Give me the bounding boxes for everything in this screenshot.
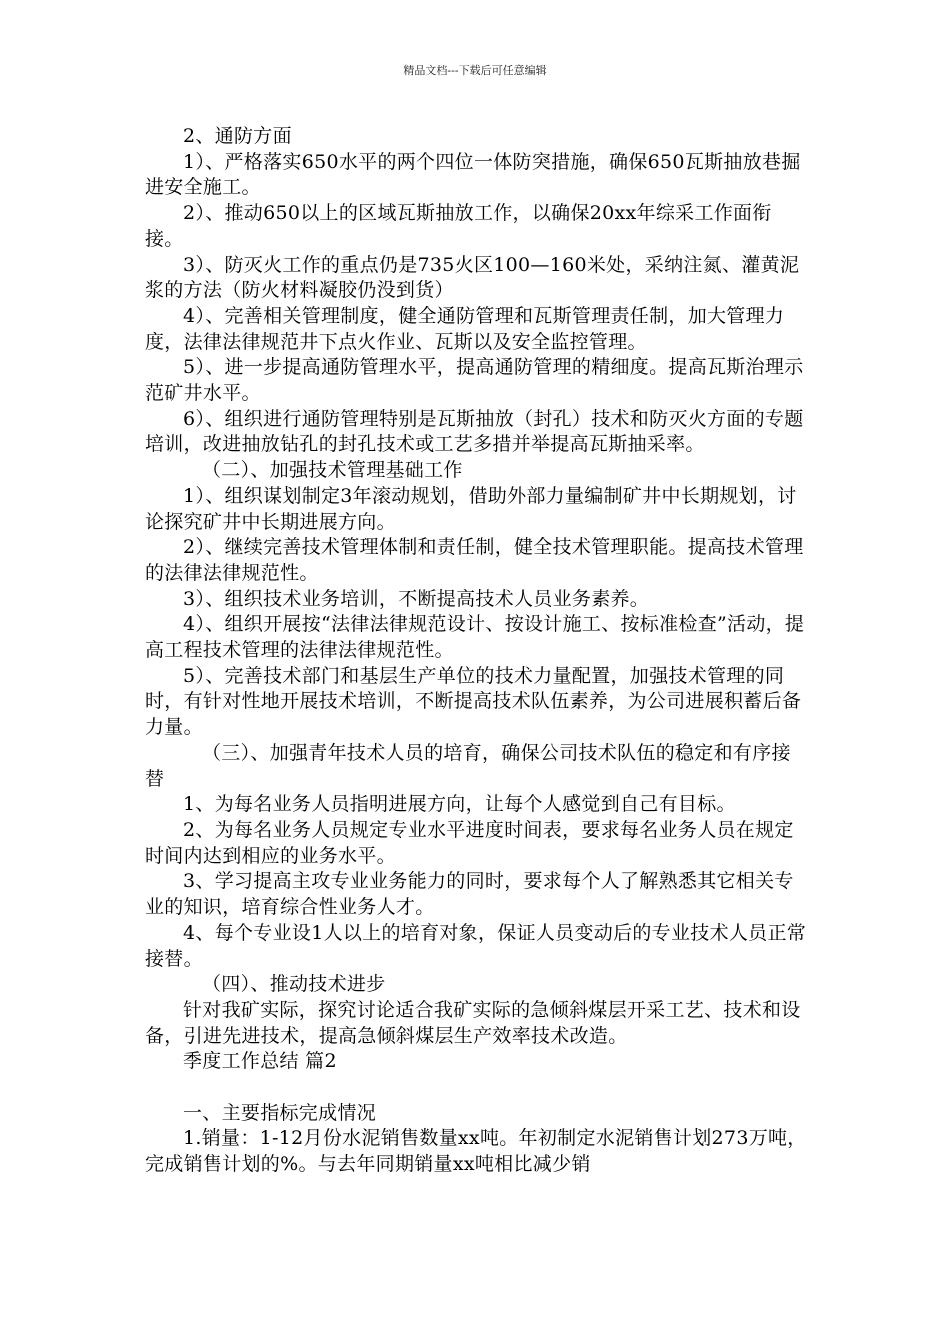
paragraph: 3）、防灭火工作的重点仍是735火区100—160米处，采纳注氮、灌黄泥浆的方法（防火材料凝胶仍没到货）: [145, 253, 800, 302]
section-heading: 2、通防方面: [183, 125, 292, 147]
document-body: [145, 124, 810, 1178]
paragraph: 1）、组织谋划制定3年滚动规划，借助外部力量编制矿井中长期规划，讨论探究矿井中长期进展方向。: [145, 484, 797, 533]
paragraph: 3）、组织技术业务培训，不断提高技术人员业务素养。: [183, 587, 650, 610]
paragraph: 1）、严格落实650水平的两个四位一体防突措施，确保650瓦斯抽放巷掘进安全施工。: [145, 150, 801, 199]
section-heading: （三）、加强青年技术人员的培育，确保公司技术队伍的稳定和有序接替: [145, 741, 791, 790]
paragraph: 3、学习提高主攻专业业务能力的同时，要求每个人了解熟悉其它相关专业的知识，培育综合性业务人才。: [145, 870, 794, 919]
page-header: 精品文档---下载后可任意编辑: [403, 64, 547, 77]
paragraph: 5）、完善技术部门和基层生产单位的技术力量配置，加强技术管理的同时，有针对性地开展技术培训，不断提高技术队伍素养，为公司进展积蓄后备力量。: [145, 664, 802, 739]
paragraph: 6）、组织进行通防管理特别是瓦斯抽放（封孔）技术和防灭火方面的专题培训，改进抽放钻孔的封孔技术或工艺多措并举提高瓦斯抽采率。: [145, 407, 804, 456]
paragraph: 4）、组织开展按“法律法律规范设计、按设计施工、按标准检查”活动，提高工程技术管理的法律法律规范性。: [145, 613, 805, 662]
section-heading: （四）、推动技术进步: [202, 973, 386, 996]
section-heading: 一、主要指标完成情况: [183, 1101, 377, 1124]
document-title: 季度工作总结 篇2: [183, 1050, 337, 1073]
blank-line: [145, 1075, 810, 1101]
paragraph: 4、每个专业设1人以上的培育对象，保证人员变动后的专业技术人员正常接替。: [145, 921, 807, 970]
paragraph: 5）、进一步提高通防管理水平，提高通防管理的精细度。提高瓦斯治理示范矿井水平。: [145, 356, 804, 405]
paragraph: 4）、完善相关管理制度，健全通防管理和瓦斯管理责任制，加大管理力度，法律法律规范井下点火作业、瓦斯以及安全监控管理。: [145, 304, 785, 353]
paragraph: 2）、推动650以上的区域瓦斯抽放工作，以确保20xx年综采工作面衔接。: [145, 202, 772, 250]
paragraph: 针对我矿实际，探究讨论适合我矿实际的急倾斜煤层开采工艺、技术和设备，引进先进技术，提高急倾斜煤层生产效率技术改造。: [145, 998, 801, 1047]
paragraph: 1.销量：1-12月份水泥销售数量xx吨。年初制定水泥销售计划273万吨，完成销售计划的%。与去年同期销量xx吨相比减少销: [145, 1127, 807, 1176]
paragraph: 2、为每名业务人员规定专业水平进度时间表，要求每名业务人员在规定时间内达到相应的业务水平。: [145, 818, 794, 867]
paragraph: 1、为每名业务人员指明进展方向，让每个人感觉到自己有目标。: [183, 793, 736, 816]
paragraph: 2）、继续完善技术管理体制和责任制，健全技术管理职能。提高技术管理的法律法律规范性。: [145, 536, 804, 584]
section-heading: （二）、加强技术管理基础工作: [202, 459, 463, 482]
